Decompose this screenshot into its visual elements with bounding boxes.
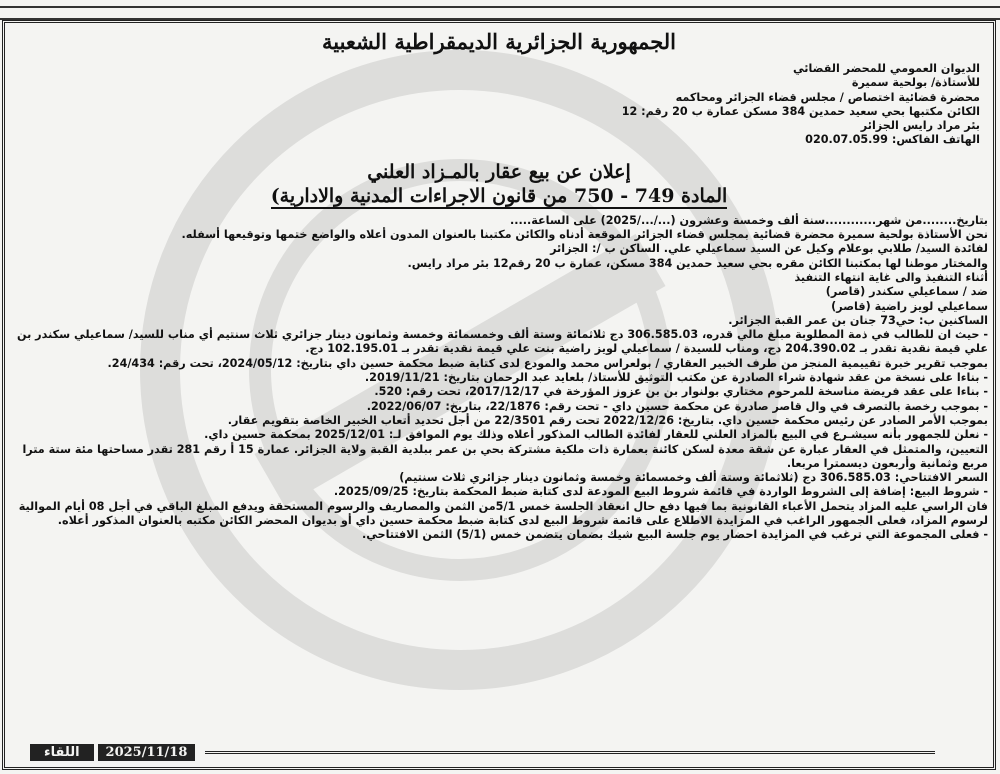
- paragraph: - بناءا على نسخة من عقد شهادة شراء الصادرة عن مكتب التوثيق للأستاذ/ بلعايد عبد الرحمان بتاريخ: 2019/11/21.: [364, 371, 988, 385]
- article-reference-text: المادة 749 - 750 من قانون الاجراءات المدنية والادارية): [270, 184, 728, 207]
- paragraph: بموجب الأمر الصادر عن رئيس محكمة حسين داي. بتاريخ: 2022/12/26 تحت رقم 22/3501 من أجل تحديد أتعاب الخبير الخاصة بتقويم عقار.: [227, 413, 988, 427]
- paragraph: أثناء التنفيذ والى غاية انتهاء التنفيذ: [794, 270, 988, 284]
- paragraph: السعر الافتتاحي: 306.585.03 دج (ثلاثمائة وستة ألف وخمسمائة وخمسة وثمانون دينار جزائري ثلاث سنتيم): [399, 471, 988, 485]
- office-line: للأستاذة/ بولحية سميرة: [851, 76, 980, 90]
- article-reference: [10, 184, 988, 208]
- office-block: [10, 62, 988, 148]
- paragraph: - حيث ان للطالب في ذمة المطلوبة مبلغ مالي قدره، 306.585.03 دج ثلاثمائة وستة ألف وخمسمائة وخمسة وثمانون دينار جزائري ثلاث سنتيم أي مناب للسيد/ سماعيلي سكندر بن علي قيمة نقدية تقدر بـ 204.390.02 دج، ومناب للسيدة / سماعيلي لويز راضية بنت علي قيمة نقدية تقدر بـ 102.195.01 دج.: [17, 328, 988, 356]
- office-line: الديوان العمومي للمحضر القضائي: [792, 62, 980, 75]
- paragraph: - شروط البيع: إضافة إلى الشروط الواردة في قائمة شروط البيع المودعة لدى كتابة ضبط المحكمة بتاريخ: 2025/09/25.: [333, 485, 988, 499]
- paragraph: بموجب تقرير خبرة تقييمية المنجز من طرف الخبير العقاري / بولعراس محمد والمودع لدى كتابة ضبط محكمة حسين داي بتاريخ: 2024/05/12، تحت رقم: 24/434.: [107, 356, 988, 370]
- office-line: الهاتف الفاكس: 020.07.05.99: [805, 133, 980, 147]
- body-paragraphs: [10, 214, 988, 543]
- paragraph: - نعلن للجمهور بأنه سيشـرع في البيع بالمزاد العلني للعقار لفائدة الطالب المذكور أعلاه وذلك يوم الموافق لـ: 2025/12/01 بمحكمة حسين داي.: [204, 428, 988, 442]
- paragraph: لفائدة السيد/ طلابي بوعلام وكيل عن السيد سماعيلي علي. الساكن ب /: الجزائر: [550, 242, 988, 256]
- publication-date: 2025/11/18: [98, 744, 196, 761]
- office-line: بئر مراد رايس الجزائر: [860, 119, 980, 133]
- footer-rule: [205, 751, 935, 754]
- paragraph: الساكنين ب: حي73 جنان بن عمر القبة الجزائر.: [728, 313, 988, 327]
- paragraph: بتاريخ........من شهر............سنة ألف وخمسة وعشرون (.../.../2025) على الساعة.....: [510, 213, 988, 227]
- top-rule: [0, 6, 1000, 20]
- publication-tag: اللقاء: [30, 744, 94, 761]
- paragraph: - بموجب رخصة بالتصرف في وال قاصر صادرة عن محكمة حسين داي - تحت رقم: 22/1876، بتاريخ: 2022/06/07.: [366, 399, 988, 413]
- republic-title: الجمهورية الجزائرية الديمقراطية الشعبية: [321, 29, 676, 54]
- announcement-title: إعلان عن بيع عقار بالمـزاد العلني: [367, 160, 631, 183]
- paragraph: والمختار موطنا لها بمكتبنا الكائن مقره بحي سعيد حمدين 384 مسكن، عمارة ب 20 رقم12 بئر مراد رايس.: [407, 256, 988, 270]
- paragraph: - بناءا على عقد فريضة مناسخة للمرحوم مختاري بولنوار بن بن عزوز المؤرخة في 2017/12/17، تحت رقم: 520.: [374, 385, 988, 399]
- office-line: الكائن مكتبها بحي سعيد حمدين 384 مسكن عمارة ب 20 رقم: 12: [621, 104, 980, 118]
- paragraph: نحن الأستاذة بولحية سميرة محضرة قضائية بمجلس قضاء الجزائر الموقعة أدناه والكائن مكتبنا بالعنوان المدون أعلاه والواضع ختمها وتوقيعها أسفله.: [181, 228, 988, 242]
- paragraph: سماعيلي لويز راضية (قاصر): [831, 299, 988, 313]
- document-body: [10, 26, 988, 543]
- office-line: محضرة قضائية اختصاص / مجلس قضاء الجزائر ومحاكمه: [675, 90, 980, 104]
- footer-bar: [30, 742, 935, 762]
- paragraph: - فعلى المجموعة التي ترغب في المزايدة احضار يوم جلسة البيع شيك بضمان يتضمن خمس (5/1) الثمن الافتتاحي.: [361, 528, 988, 542]
- paragraph: التعيين، والمتمثل في العقار عبارة عن شقة معدة لسكن كائنة بعمارة ذات ملكية مشتركة بحي بن عمر ببلدية القبة ولاية الجزائر. عمارة 15 أ رقم 281 تقدر مساحتها مئة ستة مترا مربع وثمانية وأربعون ديسمترا مربعا.: [22, 442, 988, 470]
- paragraph: ضد / سماعيلي سكندر (قاصر): [825, 285, 988, 299]
- paragraph: فان الراسي عليه المزاد يتحمل الأعباء القانونية بما فيها دفع حال انعقاد الجلسة خمس 5/1من الثمن والمصاريف والرسوم المستحقة ويدفع المبلغ الباقي في أجل 08 أيام الموالية لرسوم المزاد، فعلى الجمهور الراغب في المزايدة الاطلاع على قائمة شروط البيع لدى كتابة ضبط محكمة حسين داي أو بديوان المحضر الكائن مكتبه بالعنوان المذكور أعلاه.: [18, 499, 988, 528]
